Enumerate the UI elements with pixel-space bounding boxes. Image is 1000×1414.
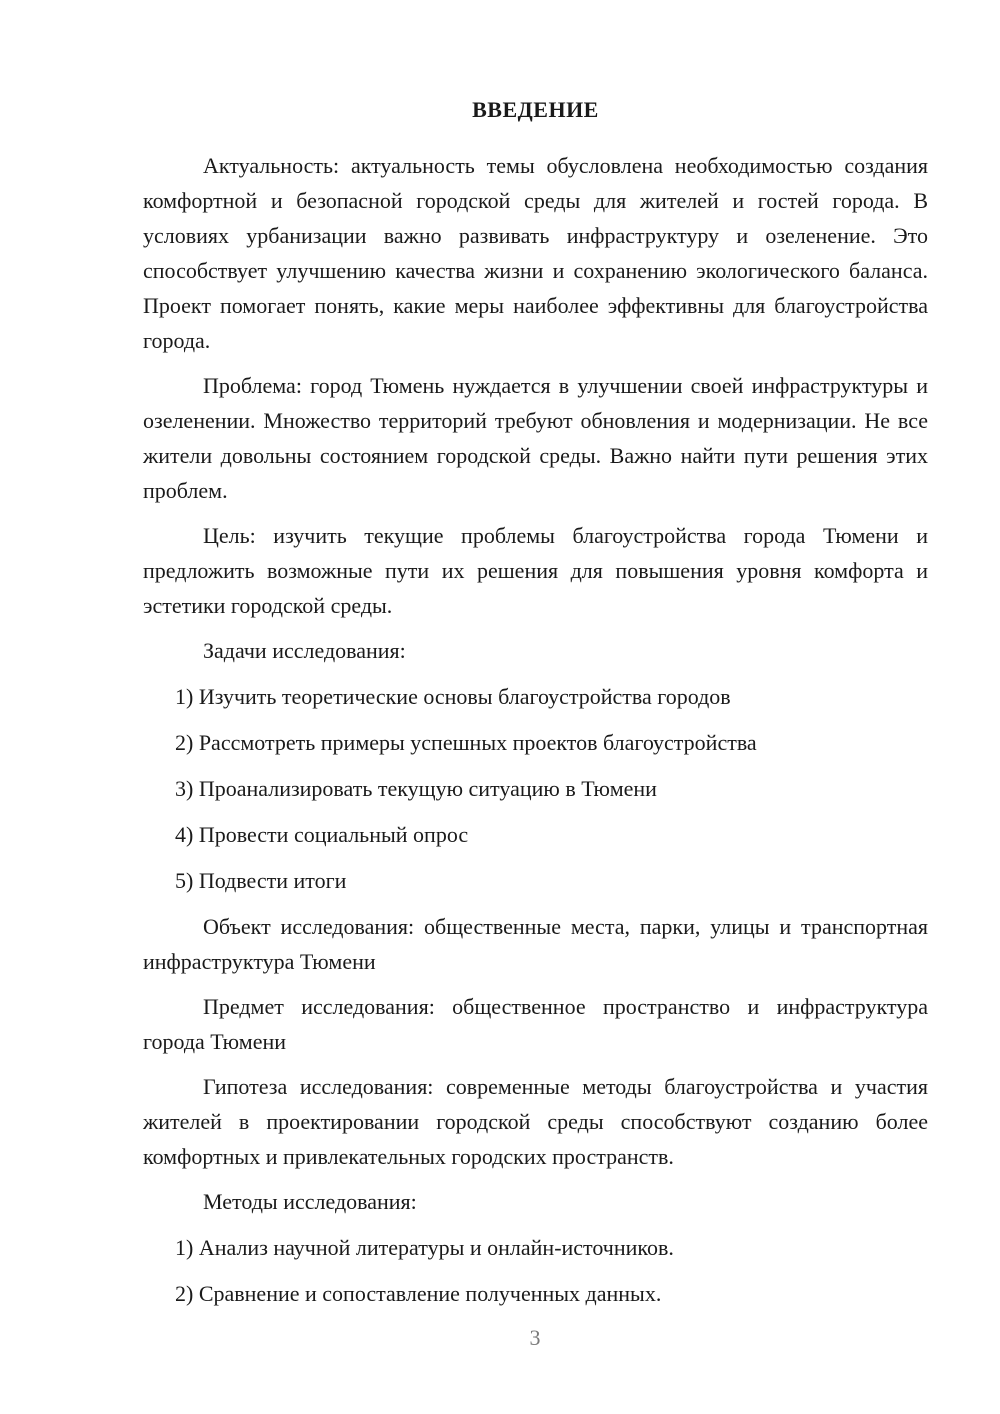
- object-paragraph: Объект исследования: общественные места, парки, улицы и транспортная инфраструктура Тюмени: [143, 914, 928, 974]
- task-item: 3) Проанализировать текущую ситуацию в Тюмени: [175, 776, 657, 801]
- subject-paragraph: Предмет исследования: общественное пространство и инфраструктура города Тюмени: [143, 994, 928, 1054]
- task-item: 1) Изучить теоретические основы благоустройства городов: [175, 684, 731, 709]
- tasks-heading: Задачи исследования:: [203, 638, 406, 663]
- task-item: 4) Провести социальный опрос: [175, 822, 469, 847]
- relevance-paragraph: Актуальность: актуальность темы обусловлена необходимостью создания комфортной и безопасной городской среды для жителей и гостей города. В условиях урбанизации важно развивать инфраструктуру и озеленение. Это способствует улучшению качества жизни и сохранению экологического баланса. Проект помогает понять, какие меры наиболее эффективны для благоустройства города.: [143, 153, 928, 353]
- methods-heading: Методы исследования:: [203, 1189, 417, 1214]
- task-item: 5) Подвести итоги: [175, 868, 347, 893]
- task-item: 2) Рассмотреть примеры успешных проектов благоустройства: [175, 730, 757, 755]
- page-title: ВВЕДЕНИЕ: [472, 97, 599, 122]
- problem-paragraph: Проблема: город Тюмень нуждается в улучшении своей инфраструктуры и озеленении. Множество территорий требуют обновления и модернизации. Не все жители довольны состоянием городской среды. Важно найти пути решения этих проблем.: [143, 373, 928, 503]
- document-page: [143, 92, 928, 1322]
- page-number: 3: [529, 1325, 541, 1350]
- goal-paragraph: Цель: изучить текущие проблемы благоустройства города Тюмени и предложить возможные пути их решения для повышения уровня комфорта и эстетики городской среды.: [143, 523, 928, 618]
- method-item: 1) Анализ научной литературы и онлайн-источников.: [175, 1235, 674, 1260]
- method-item: 2) Сравнение и сопоставление полученных данных.: [175, 1281, 662, 1306]
- hypothesis-paragraph: Гипотеза исследования: современные методы благоустройства и участия жителей в проектировании городской среды способствуют созданию более комфортных и привлекательных городских пространств.: [143, 1074, 928, 1169]
